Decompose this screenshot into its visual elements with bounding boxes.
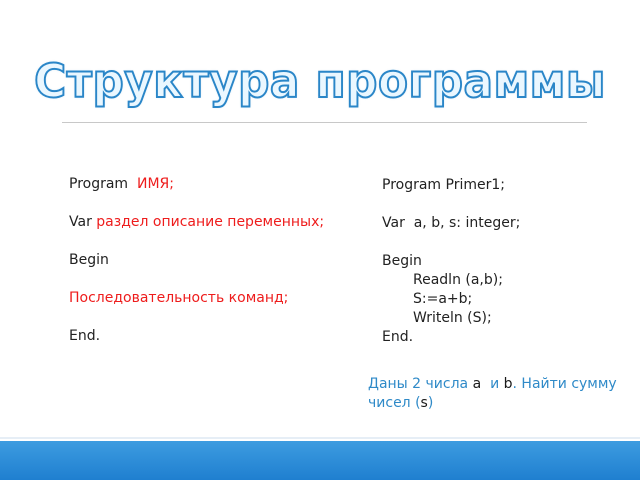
- example-line-writeln: Writeln (S);: [413, 310, 492, 326]
- task-text-3: . Найти сумму чисел (: [368, 376, 617, 411]
- example-line-program: Program Primer1;: [382, 177, 505, 193]
- program-name: ИМЯ;: [136, 176, 174, 192]
- task-var-s: s: [420, 395, 428, 411]
- example-line-sum: S:=a+b;: [413, 291, 473, 307]
- spacer: [69, 194, 339, 213]
- program-template: [69, 175, 339, 346]
- slide-title: Структура программы: [34, 54, 606, 108]
- example-line-end: End.: [382, 329, 414, 345]
- end-keyword: End.: [69, 328, 101, 344]
- spacer: [69, 270, 339, 289]
- spacer: [382, 233, 612, 252]
- task-text-4: ): [427, 395, 434, 411]
- example-line-var: Var a, b, s: integer;: [382, 215, 521, 231]
- footer-divider: [0, 437, 640, 439]
- task-var-a: a: [472, 376, 482, 392]
- task-description: [368, 375, 618, 413]
- commands-text: Последовательность команд;: [69, 290, 289, 306]
- task-var-b: b: [503, 376, 513, 392]
- example-line-begin: Begin: [382, 253, 422, 269]
- program-keyword: Program: [69, 176, 129, 192]
- spacer: [69, 308, 339, 327]
- footer-bar: [0, 441, 640, 480]
- spacer: [69, 232, 339, 251]
- task-text-2: и: [481, 376, 504, 392]
- example-line-readln: Readln (a,b);: [413, 272, 503, 288]
- spacer: [382, 195, 612, 214]
- var-line: [69, 213, 339, 232]
- var-keyword: Var: [69, 214, 92, 230]
- program-line: [69, 175, 339, 194]
- begin-keyword: Begin: [69, 252, 109, 268]
- var-description: раздел описание переменных;: [96, 214, 325, 230]
- task-text-1: Даны 2 числа: [368, 376, 473, 392]
- program-example: [382, 176, 612, 347]
- title-divider: [62, 122, 587, 123]
